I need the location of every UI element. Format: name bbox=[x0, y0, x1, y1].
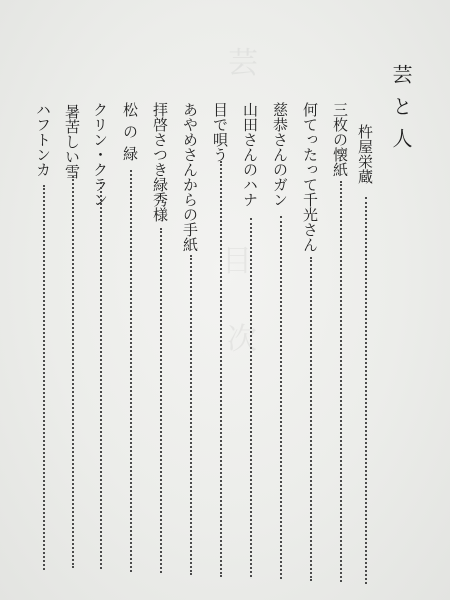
toc-leader-dots bbox=[190, 255, 192, 575]
bleed-through-mark-lower: 次 bbox=[227, 322, 257, 357]
toc-title bbox=[92, 102, 112, 207]
toc-title-text: 拝啓さつき緑秀様 bbox=[151, 102, 169, 222]
bleed-through-mark-top: 芸 bbox=[228, 46, 258, 81]
toc-title bbox=[212, 102, 232, 162]
toc-title-text: あやめさんからの手紙 bbox=[181, 102, 199, 252]
toc-title-text: 目で唄う bbox=[211, 102, 229, 162]
toc-title bbox=[152, 102, 172, 222]
toc-entry[interactable] bbox=[64, 0, 84, 600]
toc-title bbox=[64, 104, 84, 179]
toc-entry[interactable] bbox=[272, 0, 292, 600]
toc-entry[interactable] bbox=[182, 0, 202, 600]
toc-title bbox=[302, 102, 322, 252]
toc-entry[interactable] bbox=[212, 0, 232, 600]
toc-entry[interactable] bbox=[35, 0, 55, 600]
toc-title bbox=[35, 102, 55, 177]
toc-leader-dots bbox=[43, 185, 45, 570]
toc-title bbox=[182, 102, 202, 252]
toc-title-text: 三枚の懐紙 bbox=[331, 102, 349, 177]
toc-leader-dots bbox=[160, 228, 162, 573]
toc-title-text: 慈恭さんのガン bbox=[271, 102, 289, 207]
toc-leader-dots bbox=[130, 170, 132, 572]
toc-entry[interactable] bbox=[92, 0, 112, 600]
toc-entry[interactable] bbox=[152, 0, 172, 600]
toc-entry[interactable] bbox=[122, 0, 142, 600]
toc-leader-dots bbox=[250, 218, 252, 577]
toc-entry[interactable] bbox=[357, 0, 377, 600]
section-title: 芸と人 bbox=[389, 64, 413, 160]
toc-title-text: 何てったって千光さん bbox=[301, 102, 319, 252]
toc-entry[interactable] bbox=[332, 0, 352, 600]
toc-leader-dots bbox=[280, 216, 282, 579]
toc-leader-dots bbox=[340, 181, 342, 582]
toc-title-text: クリン・クラン bbox=[91, 102, 109, 207]
toc-leader-dots bbox=[220, 161, 222, 577]
bleed-through-mark-middle: 目 bbox=[222, 244, 252, 279]
toc-leader-dots bbox=[310, 257, 312, 581]
toc-title bbox=[357, 124, 377, 184]
toc-title-text: 暑苦しい雪 bbox=[63, 104, 81, 179]
toc-title bbox=[272, 102, 292, 207]
toc-entry[interactable] bbox=[302, 0, 322, 600]
toc-leader-dots bbox=[72, 176, 74, 568]
toc-title-text: 杵屋栄蔵 bbox=[356, 124, 374, 184]
toc-entry[interactable] bbox=[242, 0, 262, 600]
toc-title bbox=[122, 102, 142, 168]
toc-title-text: 山田さんのハナ bbox=[241, 102, 259, 207]
toc-leader-dots bbox=[100, 182, 102, 569]
toc-title-text: 松の緑 bbox=[121, 102, 139, 168]
toc-title bbox=[332, 102, 352, 177]
toc-title bbox=[242, 102, 262, 207]
toc-title-text: ハフトンカ bbox=[34, 102, 52, 177]
toc-leader-dots bbox=[365, 197, 367, 584]
